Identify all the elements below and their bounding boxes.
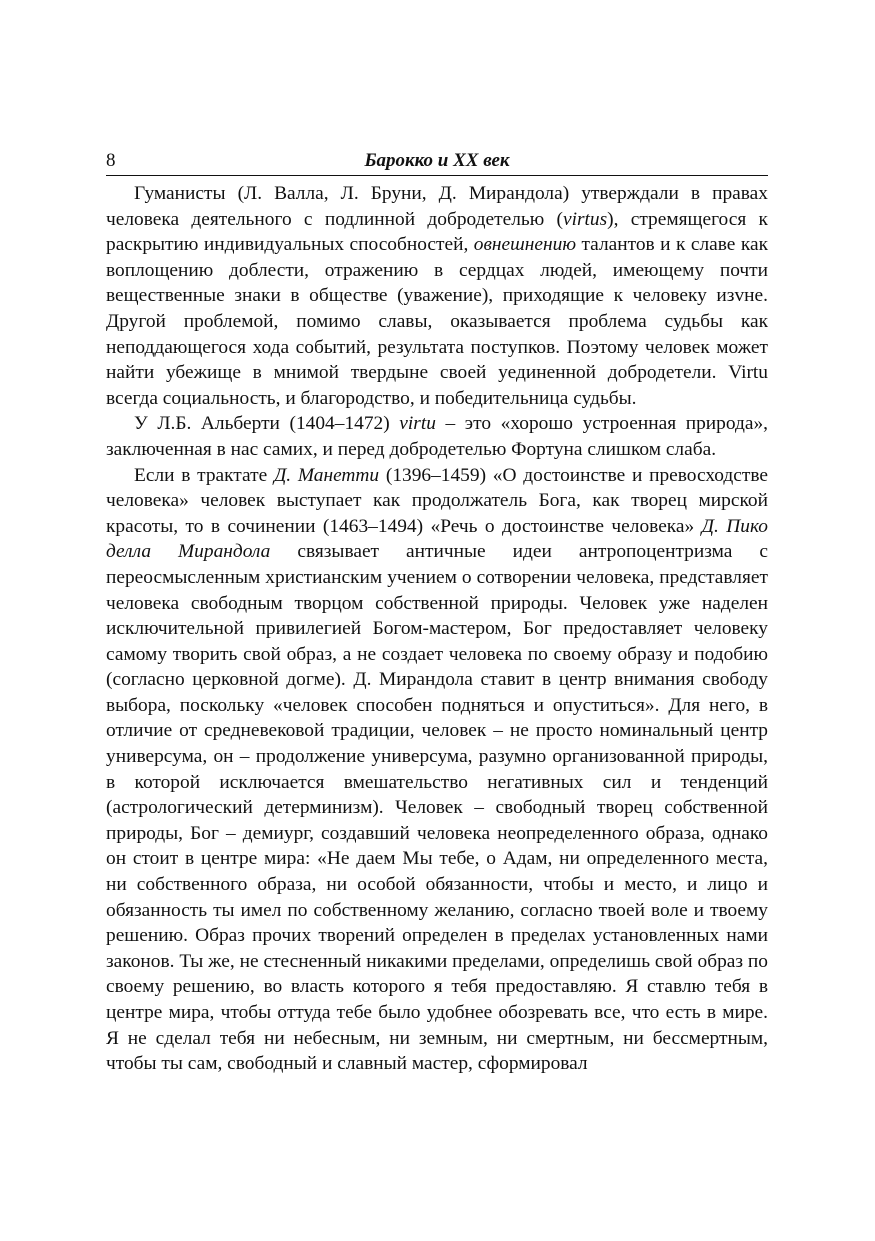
header-rule	[106, 175, 768, 176]
text-run: (1396–1459) «О достоинстве и превосходстве человека» человек выступает как продолжатель Бога, как творец мирской красоты, то в сочинении (1463–1494) «Речь о достоинстве человека»	[106, 464, 769, 537]
term-virtu: virtu	[399, 413, 436, 435]
text-run: – это «хорошо устроенная природа», заключенная в нас самих, и перед добродетелью Фортуна слишком слаба.	[106, 413, 769, 460]
running-title: Барокко и XX век	[364, 150, 510, 171]
term-ovneshneniyu: овнешнению	[473, 234, 576, 256]
text-run: талантов и к славе как воплощению доблести, отражению в сердцах людей, имеющему почти вещественные знаки в обществе (уважение), приходящие к человеку изvне. Другой проблемой, помимо славы, оказывается проблема судьбы как неподдающегося хода событий, результата поступков. Поэтому человек может найти убежище в мнимой твердыне своей уединенной добродетели. Virtu всегда социальность, и благородство, и победительница судьбы.	[106, 234, 768, 409]
text-run: У Л.Б. Альберти (1404–1472)	[134, 413, 400, 435]
paragraph-alberti	[106, 411, 768, 462]
page-number: 8	[106, 150, 116, 171]
text-run: ), стремящегося к раскрытию индивидуальных способностей,	[106, 208, 768, 256]
author-pico: Д. Пико делла Мирандола	[106, 515, 768, 563]
body-text	[106, 181, 768, 1077]
paragraph-humanists	[106, 181, 768, 411]
paragraph-pico	[106, 463, 768, 1077]
running-header	[106, 150, 768, 176]
author-manetti: Д. Манетти	[273, 464, 380, 486]
term-virtus: virtus	[562, 208, 608, 230]
text-run: Гуманисты (Л. Валла, Л. Бруни, Д. Мирандола) утверждали в правах человека деятельного с подлинной добродетелью (	[106, 183, 768, 230]
text-run: Если в трактате	[134, 464, 274, 486]
text-run: связывает античные идеи антропоцентризма с переосмысленным христианским учением о сотворении человека, представляет человека свободным творцом собственной природы. Человек уже наделен исключительной привилегией Богом-мастером, Бог предоставляет человеку самому творить свой образ, а не создает человека по своему образу и подобию (согласно церковной догме). Д. Мирандола ставит в центр внимания свободу выбора, поскольку «человек способен подняться и опуститься». Для него, в отличие от средневековой традиции, человек – не просто номинальный центр универсума, он – продолжение универсума, разумно организованной природы, в которой исключается вмешательство негативных сил и тенденций (астрологический детерминизм). Человек – свободный творец собственной природы, Бог – демиург, создавший человека неопределенного образа, однако он стоит в центре мира: «Не даем Мы тебе, о Адам, ни определенного места, ни собственного образа, ни особой обязанности, чтобы и место, и лицо и обязанность ты имел по собственному желанию, согласно твоей воле и твоему решению. Образ прочих творений определен в пределах установленных нами законов. Ты же, не стесненный никакими пределами, определишь свой образ по своему решению, во власть которого я тебя предоставляю. Я ставлю тебя в центре мира, чтобы оттуда тебе было удобнее обозревать все, что есть в мире. Я не сделал тебя ни небесным, ни земным, ни смертным, ни бессмертным, чтобы ты сам, свободный и славный мастер, сформировал	[106, 541, 768, 1075]
